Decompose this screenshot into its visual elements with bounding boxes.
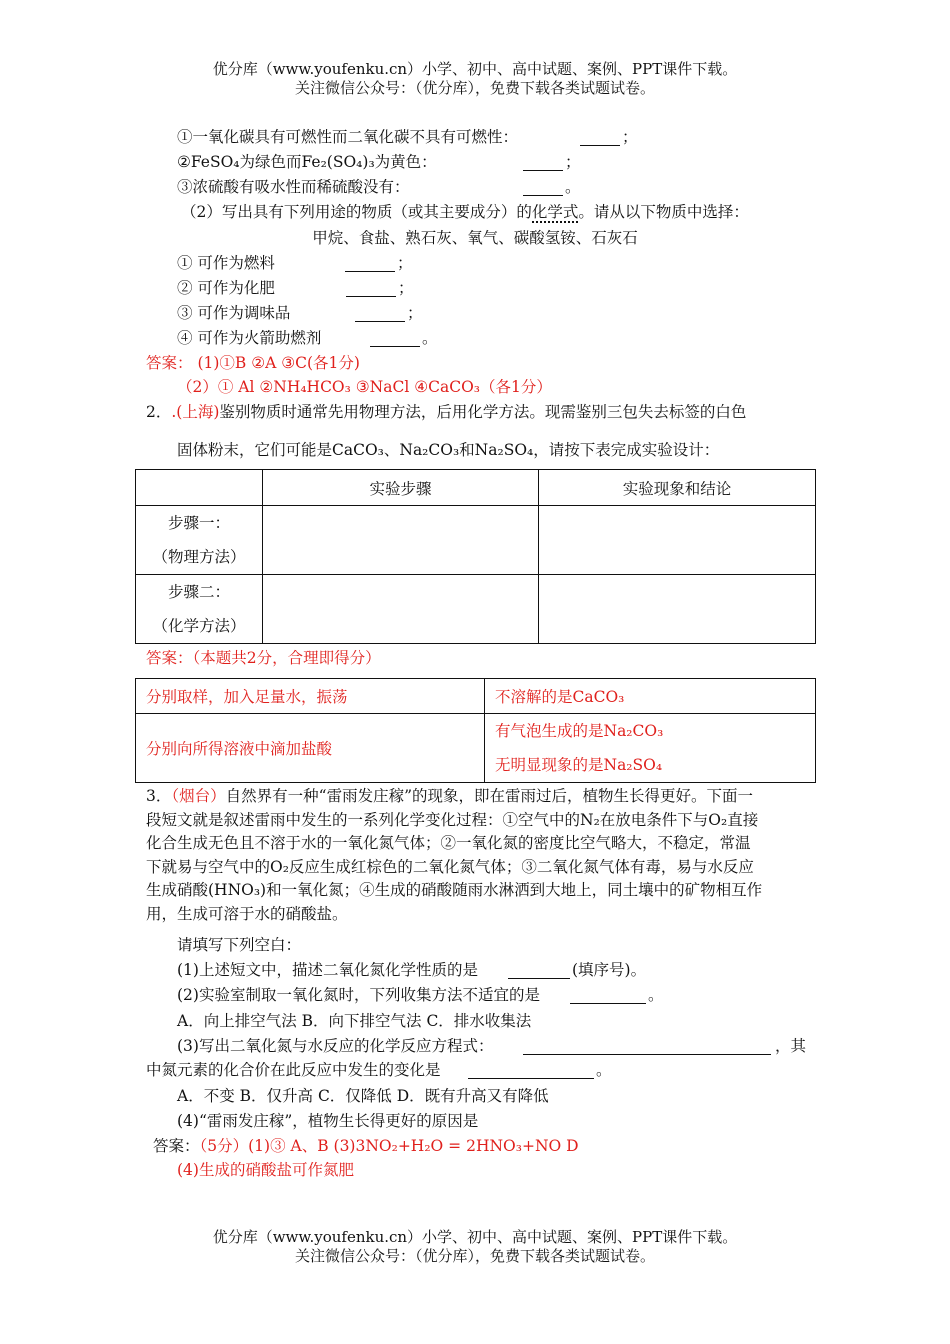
q3-sub-2: (2)实验室制取一氧化氮时，下列收集方法不适宜的是 <box>177 986 540 1004</box>
q1-use-3-text: ③ 可作为调味品 <box>177 304 291 322</box>
q2-row-1-results-cell[interactable] <box>539 506 816 575</box>
q3-paragraph-line-6: 用，生成可溶于水的硝酸盐。 <box>146 904 348 923</box>
q1-answer-2: （2）① Al ②NH₄HCO₃ ③NaCl ④CaCO₃（各1分） <box>177 378 552 396</box>
q3-answer-2: (4)生成的硝酸盐可作氮肥 <box>177 1161 354 1179</box>
q3-sub-2-end: 。 <box>648 986 664 1004</box>
q3-sub-4: (4)“雷雨发庄稼”，植物生长得更好的原因是 <box>177 1112 479 1130</box>
q1-use-2-text: ② 可作为化肥 <box>177 279 275 297</box>
q3-paragraph-text-1: 自然界有一种“雷雨发庄稼”的现象，即在雷雨过后，植物生长得更好。下面一 <box>225 787 753 805</box>
q1-item-1-blank[interactable] <box>580 130 620 146</box>
q1-part2-intro-a: （2）写出具有下列用途的物质（或其主要成分）的 <box>181 203 532 221</box>
q2-row-1-label-2: （物理方法） <box>152 548 246 566</box>
header-line-2: 关注微信公众号：（优分库），免费下载各类试题试卷。 <box>294 79 655 97</box>
q3-sub-1: (1)上述短文中，描述二氧化氮化学性质的是 <box>177 961 478 979</box>
header-line-1: 优分库（www.youfenku.cn）小学、初中、高中试题、案例、PPT课件下载。 <box>212 60 738 78</box>
q3-paragraph-line-2: 段短文就是叙述雷雨中发生的一系列化学变化过程：①空气中的N₂在放电条件下与O₂直接 <box>146 810 759 829</box>
q2-experiment-table <box>135 469 816 644</box>
q3-paragraph <box>146 785 816 926</box>
q1-use-1-text: ① 可作为燃料 <box>177 254 275 272</box>
q3-paragraph-line-5: 生成硝酸(HNO₃)和一氧化氮；④生成的硝酸随雨水淋洒到大地上，同土壤中的矿物相互作 <box>146 881 763 899</box>
q3-sub-3-cont-end: 。 <box>596 1061 612 1079</box>
q2-text-1: 鉴别物质时通常先用物理方法，后用化学方法。现需鉴别三包失去标签的白色 <box>219 403 747 421</box>
q3-paragraph-line-4: 下就易与空气中的O₂反应生成红棕色的二氧化氮气体；③二氧化氮气体有毒，易与水反应 <box>146 857 754 876</box>
q1-item-3-end: 。 <box>565 178 581 196</box>
q1-use-4-end: 。 <box>422 329 438 347</box>
q3-answer <box>153 1136 579 1156</box>
q1-use-2-blank[interactable] <box>346 281 396 297</box>
q3-sub-1-end: (填序号)。 <box>572 961 647 979</box>
q1-answer-label: 答案： <box>146 354 193 372</box>
q2-table-header-results: 实验现象和结论 <box>539 470 816 506</box>
q2-answer-step-2: 分别向所得溶液中滴加盐酸 <box>136 714 485 783</box>
q1-item-1 <box>177 127 518 147</box>
q2-answer-step-1: 分别取样，加入足量水，振荡 <box>136 679 485 714</box>
q1-use-4-blank[interactable] <box>370 331 420 347</box>
q3-source: （烟台） <box>171 787 226 805</box>
q3-sub-3-cont-blank[interactable] <box>468 1063 594 1079</box>
q1-part2-intro <box>181 202 749 222</box>
q1-part2-intro-b: 。请从以下物质中选择： <box>578 203 749 221</box>
q2-source: .(上海) <box>171 403 220 421</box>
q2-row-1-steps-cell[interactable] <box>263 506 539 575</box>
q1-use-2-end: ； <box>398 279 414 297</box>
q2-table-header-empty <box>136 470 263 506</box>
q3-sub-2-options: A．向上排空气法 B．向下排空气法 C．排水收集法 <box>177 1012 532 1030</box>
q1-use-3-end: ； <box>407 304 423 322</box>
q1-item-3-text: ③浓硫酸有吸水性而稀硫酸没有： <box>177 178 410 196</box>
q2-intro <box>146 402 746 422</box>
q3-paragraph-line-3: 化合生成无色且不溶于水的一氧化氮气体；②一氧化氮的密度比空气略大，不稳定，常温 <box>146 834 751 852</box>
q2-row-2-label <box>136 575 263 644</box>
q2-text-2: 固体粉末，它们可能是CaCO₃、Na₂CO₃和Na₂SO₄，请按下表完成实验设计： <box>177 441 720 459</box>
q2-row-2-label-2: （化学方法） <box>152 617 246 635</box>
q2-row-2-results-cell[interactable] <box>539 575 816 644</box>
q1-item-1-end: ； <box>622 128 638 146</box>
q3-paragraph-line-1 <box>146 785 816 809</box>
q2-number: 2． <box>146 403 172 421</box>
q1-use-1-blank[interactable] <box>345 256 395 272</box>
q2-answer-result-1: 不溶解的是CaCO₃ <box>485 679 816 714</box>
q2-answer-result-2a: 有气泡生成的是Na₂CO₃ <box>495 722 664 740</box>
q3-sub-3-options: A．不变 B．仅升高 C．仅降低 D．既有升高又有降低 <box>177 1087 549 1105</box>
q2-answer-table <box>135 678 816 783</box>
q3-number: 3． <box>146 787 172 805</box>
q2-row-2-label-1: 步骤二： <box>167 583 230 601</box>
q3-answer-1: （5分）(1)③ A、B (3)3NO₂+H₂O = 2HNO₃+NO D <box>199 1137 579 1155</box>
q1-item-2-text: ②FeSO₄为绿色而Fe₂(SO₄)₃为黄色： <box>177 153 437 171</box>
q3-prompt: 请填写下列空白： <box>177 936 302 954</box>
q2-row-1-label <box>136 506 263 575</box>
q3-sub-3: (3)写出二氧化氮与水反应的化学反应方程式： <box>177 1037 494 1055</box>
q3-sub-2-blank[interactable] <box>570 988 646 1004</box>
footer-line-1: 优分库（www.youfenku.cn）小学、初中、高中试题、案例、PPT课件下载。 <box>212 1228 738 1246</box>
q3-sub-3-cont: 中氮元素的化合价在此反应中发生的变化是 <box>146 1061 441 1079</box>
q2-answer-result-2b: 无明显现象的是Na₂SO₄ <box>495 756 663 774</box>
q1-use-3-blank[interactable] <box>355 306 405 322</box>
q1-item-3-blank[interactable] <box>523 180 563 196</box>
q3-sub-3-end: ，其 <box>775 1037 807 1055</box>
q1-item-2-blank[interactable] <box>523 155 563 171</box>
q1-answer <box>146 353 360 373</box>
q2-table-header-steps: 实验步骤 <box>263 470 539 506</box>
q1-item-2-end: ； <box>565 153 581 171</box>
q3-sub-1-blank[interactable] <box>508 963 570 979</box>
footer-line-2: 关注微信公众号：（优分库），免费下载各类试题试卷。 <box>294 1247 655 1265</box>
q2-answer: 答案：（本题共2分，合理即得分） <box>146 649 381 667</box>
q1-answer-1: (1)①B ②A ③C(各1分) <box>197 354 360 372</box>
q2-row-2-steps-cell[interactable] <box>263 575 539 644</box>
q1-materials: 甲烷、食盐、熟石灰、氧气、碳酸氢铵、石灰石 <box>312 229 638 247</box>
q3-answer-label: 答案： <box>153 1137 200 1155</box>
q3-sub-3-blank[interactable] <box>523 1039 771 1055</box>
q1-part2-emphasis: 化学式 <box>531 203 579 221</box>
q2-answer-result-2 <box>485 714 816 783</box>
q2-row-1-label-1: 步骤一： <box>167 514 230 532</box>
q1-use-1-end: ； <box>397 254 413 272</box>
q1-use-4-text: ④ 可作为火箭助燃剂 <box>177 329 322 347</box>
q1-item-1-text: ①一氧化碳具有可燃性而二氧化碳不具有可燃性： <box>177 128 519 146</box>
